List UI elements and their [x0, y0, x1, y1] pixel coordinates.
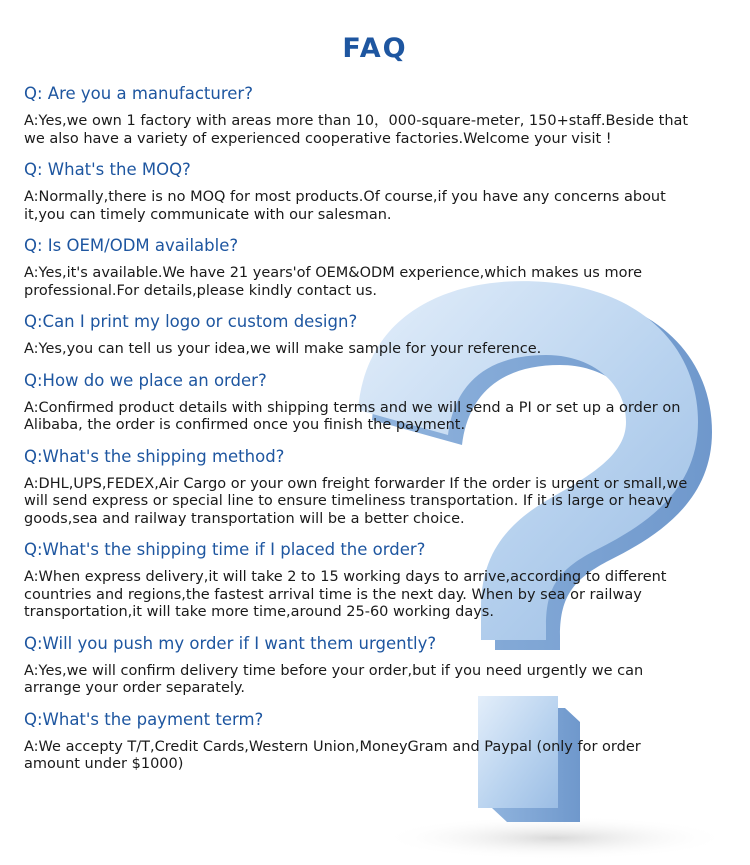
page-title: FAQ: [342, 33, 408, 64]
answer-line: professional.For details,please kindly contact us.: [24, 282, 378, 299]
faq-answer: [24, 569, 726, 622]
faq-question: Q: What's the MOQ?: [24, 160, 191, 179]
faq-item: [24, 540, 726, 622]
answer-line: will send express or special line to ensure timeliness transportation. If it is large or heavy: [24, 493, 673, 509]
faq-answer: [24, 265, 726, 300]
faq-answer: [24, 113, 726, 148]
faq-answer: [24, 400, 726, 435]
faq-item: [24, 447, 726, 529]
faq-question: Q:What's the payment term?: [24, 709, 264, 729]
answer-line: A:Confirmed product details with shipping terms and we will send a PI or set up a order on: [24, 399, 681, 416]
answer-line: A:Normally,there is no MOQ for most products.Of course,if you have any concerns about: [24, 189, 666, 205]
faq-item: [24, 371, 726, 435]
answer-line: we also have a variety of experienced cooperative factories.Welcome your visit !: [24, 130, 612, 147]
answer-line: A:We accepty T/T,Credit Cards,Western Union,MoneyGram and Paypal (only for order: [24, 738, 641, 755]
faq-answer: [24, 476, 726, 529]
faq-question: Q:What's the shipping time if I placed the order?: [24, 540, 426, 559]
faq-item: [24, 236, 726, 300]
answer-line: countries and regions,the fastest arrival time is the next day. When by sea or railway: [24, 586, 642, 603]
answer-line: goods,sea and railway transportation will be a better choice.: [24, 510, 465, 527]
faq-item: [24, 710, 726, 774]
answer-line: it,you can timely communicate with our salesman.: [24, 206, 392, 223]
faq-answer: [24, 341, 726, 359]
answer-line: A:DHL,UPS,FEDEX,Air Cargo or your own freight forwarder If the order is urgent or small,we: [24, 475, 688, 492]
answer-line: A:Yes,we own 1 factory with areas more than 10，000-square-meter, 150+staff.Beside that: [24, 113, 689, 129]
answer-line: A:When express delivery,it will take 2 to 15 working days to arrive,according to different: [24, 569, 667, 585]
faq-item: [24, 84, 726, 148]
answer-line: arrange your order separately.: [24, 680, 246, 696]
faq-item: [24, 312, 726, 359]
answer-line: A:Yes,you can tell us your idea,we will make sample for your reference.: [24, 341, 542, 357]
faq-question: Q:Will you push my order if I want them urgently?: [24, 633, 437, 653]
faq-question: Q: Are you a manufacturer?: [24, 84, 253, 103]
faq-answer: [24, 739, 726, 774]
answer-line: amount under $1000): [24, 756, 184, 772]
faq-item: [24, 160, 726, 224]
faq-answer: [24, 189, 726, 224]
faq-question: Q: Is OEM/ODM available?: [24, 236, 239, 255]
faq-question: Q:How do we place an order?: [24, 370, 267, 390]
answer-line: Alibaba, the order is confirmed once you finish the payment.: [24, 417, 466, 433]
faq-question: Q:Can I print my logo or custom design?: [24, 312, 358, 331]
answer-line: A:Yes,we will confirm delivery time before your order,but if you need urgently we can: [24, 662, 644, 679]
faq-answer: [24, 663, 726, 698]
answer-line: A:Yes,it's available.We have 21 years'of OEM&ODM experience,which makes us more: [24, 265, 643, 281]
faq-question: Q:What's the shipping method?: [24, 446, 285, 466]
answer-line: transportation,it will take more time,around 25-60 working days.: [24, 604, 494, 620]
faq-item: [24, 634, 726, 698]
